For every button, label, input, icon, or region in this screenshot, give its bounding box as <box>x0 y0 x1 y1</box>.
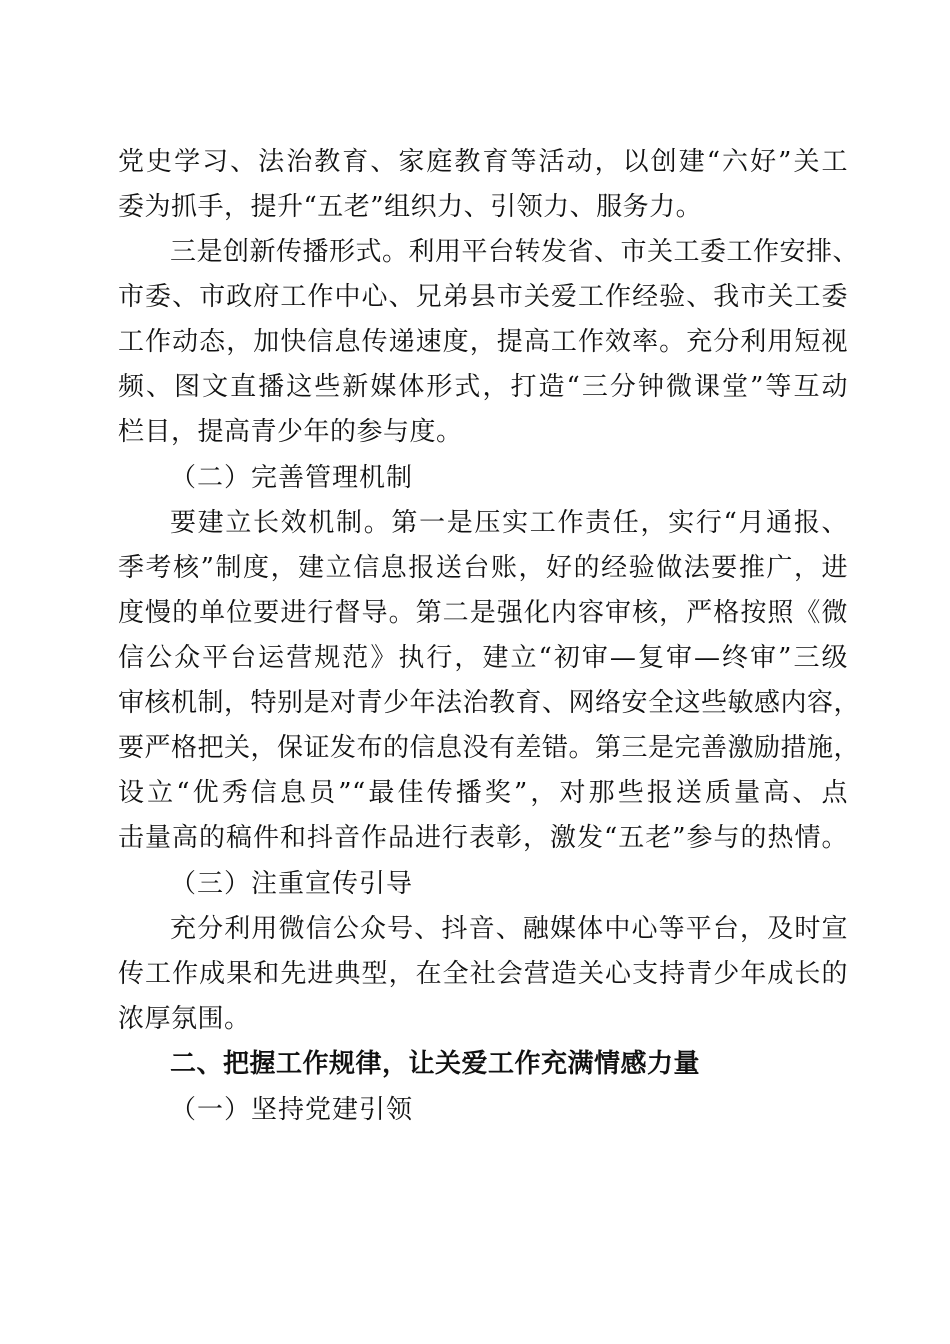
body-line: 传工作成果和先进典型，在全社会营造关心支持青少年成长的 <box>118 959 848 989</box>
body-line: 充分利用微信公众号、抖音、融媒体中心等平台，及时宣 <box>170 914 848 944</box>
body-line: 度慢的单位要进行督导。第二是强化内容审核，严格按照《微 <box>118 598 848 628</box>
body-line: 击量高的稿件和抖音作品进行表彰，激发“五老”参与的热情。 <box>118 823 848 853</box>
subsection-heading: （三）注重宣传引导 <box>170 869 414 899</box>
body-line: 频、图文直播这些新媒体形式，打造“三分钟微课堂”等互动 <box>118 372 848 402</box>
body-line: 工作动态，加快信息传递速度，提高工作效率。充分利用短视 <box>118 327 848 357</box>
body-line: 委为抓手，提升“五老”组织力、引领力、服务力。 <box>118 192 703 222</box>
section-heading: 二、把握工作规律，让关爱工作充满情感力量 <box>170 1049 701 1079</box>
body-line: 要建立长效机制。第一是压实工作责任，实行“月通报、 <box>170 508 848 538</box>
body-line: 浓厚氛围。 <box>118 1004 251 1034</box>
subsection-heading: （一）坚持党建引领 <box>170 1095 414 1125</box>
body-line: 市委、市政府工作中心、兄弟县市关爱工作经验、我市关工委 <box>118 282 848 312</box>
body-line: 要严格把关，保证发布的信息没有差错。第三是完善激励措施， <box>118 733 861 763</box>
body-line: 设立“优秀信息员”“最佳传播奖”，对那些报送质量高、点 <box>118 778 848 808</box>
body-line: 栏目，提高青少年的参与度。 <box>118 417 463 447</box>
body-line: 季考核”制度，建立信息报送台账，好的经验做法要推广，进 <box>118 553 848 583</box>
body-line: 审核机制，特别是对青少年法治教育、网络安全这些敏感内容， <box>118 688 861 718</box>
subsection-heading: （二）完善管理机制 <box>170 463 414 493</box>
body-line: 三是创新传播形式。利用平台转发省、市关工委工作安排、 <box>170 237 860 267</box>
body-line: 信公众平台运营规范》执行，建立“初审—复审—终审”三级 <box>118 643 848 673</box>
body-line: 党史学习、法治教育、家庭教育等活动，以创建“六好”关工 <box>118 147 848 177</box>
